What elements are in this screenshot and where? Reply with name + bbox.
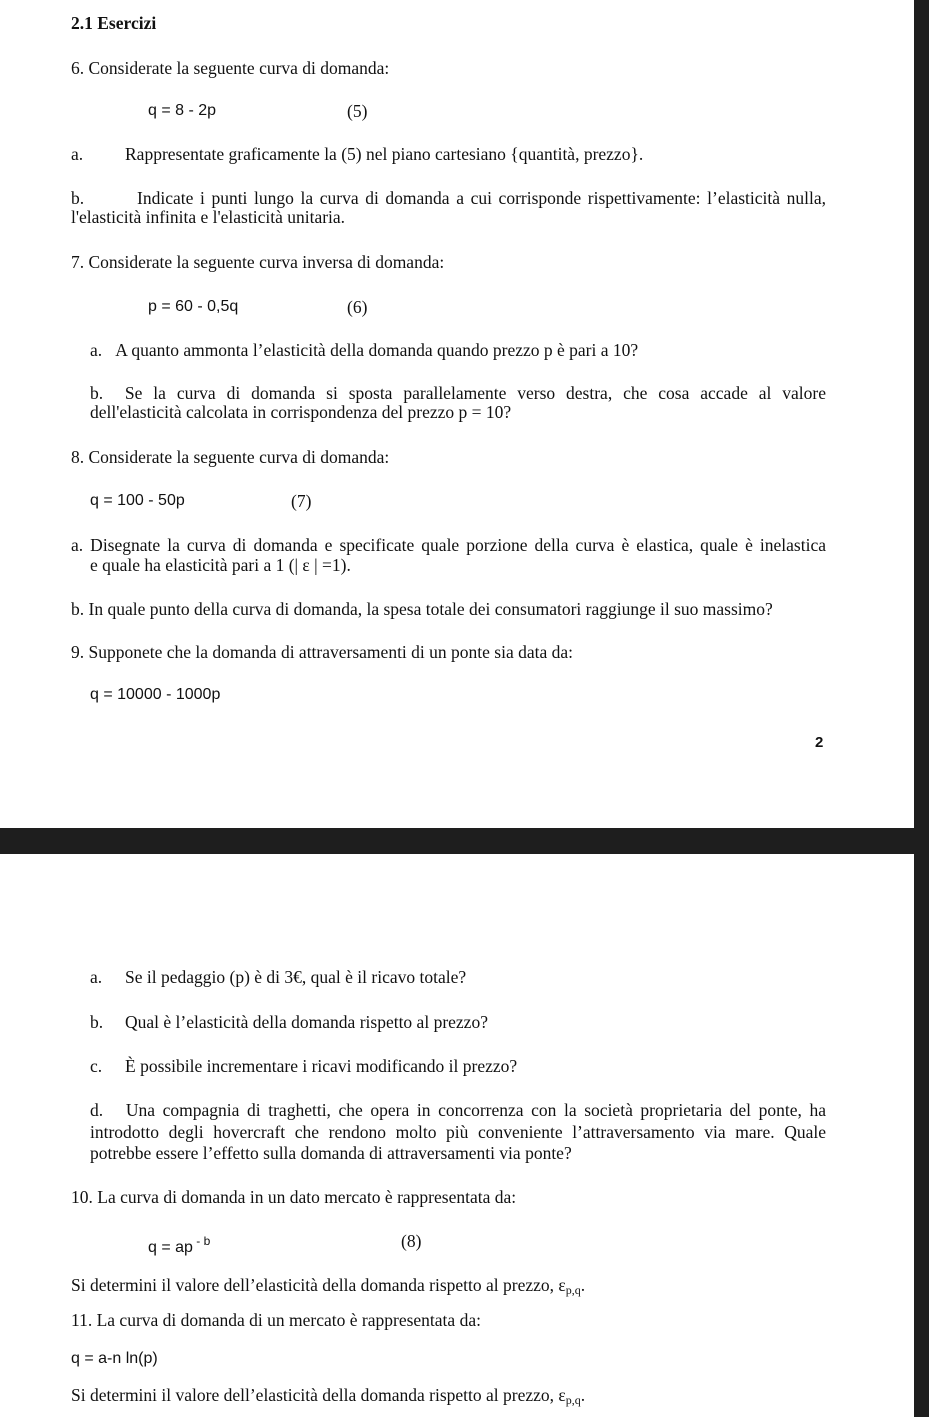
ex11-intro: 11. La curva di domanda di un mercato è rappresentata da: (71, 1310, 481, 1330)
ex10-question (71, 1275, 585, 1300)
ex9-c-letter: c. (90, 1056, 103, 1076)
page-number: 2 (815, 734, 824, 751)
ex9-b-letter: b. (90, 1012, 104, 1032)
ex6-b-line1: b. Indicate i punti lungo la curva di domanda a cui corrisponde rispettivamente: l’elasticità nulla, (71, 188, 826, 208)
ex6-b-line2: l'elasticità infinita e l'elasticità unitaria. (71, 207, 346, 227)
ex10-equation-exponent: - b (192, 1234, 211, 1248)
ex9-d-line2: introdotto degli hovercraft che rendono molto più conveniente l’attraversamento via mare. Quale (90, 1122, 826, 1142)
ex11-equation: q = a-n ln(p) (71, 1350, 158, 1367)
ex9-intro: 9. Supponete che la domanda di attraversamenti di un ponte sia data da: (71, 642, 573, 662)
ex10-equation-base: q = ap (148, 1239, 193, 1256)
ex8-equation-label: (7) (291, 491, 312, 511)
ex10-question-end: . (580, 1275, 586, 1295)
ex11-question (71, 1385, 585, 1410)
ex7-a-text: a. A quanto ammonta l’elasticità della domanda quando prezzo p è pari a 10? (90, 340, 639, 360)
ex10-equation-label: (8) (401, 1231, 422, 1251)
ex8-a-line1: a. Disegnate la curva di domanda e specificate quale porzione della curva è elastica, quale è inelastica (71, 535, 826, 555)
ex10-equation (148, 1231, 210, 1258)
ex10-question-text: Si determini il valore dell’elasticità della domanda rispetto al prezzo, ε (71, 1275, 566, 1295)
ex10-intro: 10. La curva di domanda in un dato mercato è rappresentata da: (71, 1187, 517, 1207)
ex6-equation: q = 8 - 2p (148, 102, 217, 119)
ex6-a-text: Rappresentate graficamente la (5) nel piano cartesiano {quantità, prezzo}. (125, 144, 644, 164)
ex7-b-line1: b. Se la curva di domanda si sposta parallelamente verso destra, che cosa accade al valore (90, 383, 826, 403)
ex9-b-text: Qual è l’elasticità della domanda rispetto al prezzo? (125, 1012, 488, 1032)
ex11-question-end: . (580, 1385, 586, 1405)
page-break-separator (0, 828, 929, 854)
ex6-equation-label: (5) (347, 101, 368, 121)
ex7-b-line2: dell'elasticità calcolata in corrispondenza del prezzo p = 10? (90, 402, 512, 422)
ex8-intro: 8. Considerate la seguente curva di domanda: (71, 447, 390, 467)
ex9-d-line1: d. Una compagnia di traghetti, che opera in concorrenza con la società proprietaria del ponte, ha (90, 1100, 826, 1120)
ex6-intro: 6. Considerate la seguente curva di domanda: (71, 58, 390, 78)
ex7-equation-label: (6) (347, 297, 368, 317)
ex8-a-line2: e quale ha elasticità pari a 1 (| ε | =1). (90, 555, 351, 575)
ex6-a-letter: a. (71, 144, 84, 164)
section-title: 2.1 Esercizi (71, 13, 157, 33)
ex11-question-subscript: p,q (565, 1393, 581, 1407)
ex9-a-text: Se il pedaggio (p) è di 3€, qual è il ricavo totale? (125, 967, 467, 987)
ex7-equation: p = 60 - 0,5q (148, 298, 239, 315)
ex10-question-subscript: p,q (565, 1283, 581, 1297)
page-edge-shadow (914, 0, 929, 1417)
ex9-c-text: È possibile incrementare i ricavi modificando il prezzo? (125, 1056, 518, 1076)
ex9-equation: q = 10000 - 1000p (90, 686, 221, 703)
ex11-question-text: Si determini il valore dell’elasticità della domanda rispetto al prezzo, ε (71, 1385, 566, 1405)
ex8-b-text: b. In quale punto della curva di domanda, la spesa totale dei consumatori raggiunge il suo massimo? (71, 599, 773, 619)
ex7-intro: 7. Considerate la seguente curva inversa di domanda: (71, 252, 445, 272)
ex9-d-line3: potrebbe essere l’effetto sulla domanda di attraversamenti via ponte? (90, 1143, 572, 1163)
ex8-equation: q = 100 - 50p (90, 492, 185, 509)
ex9-a-letter: a. (90, 967, 103, 987)
